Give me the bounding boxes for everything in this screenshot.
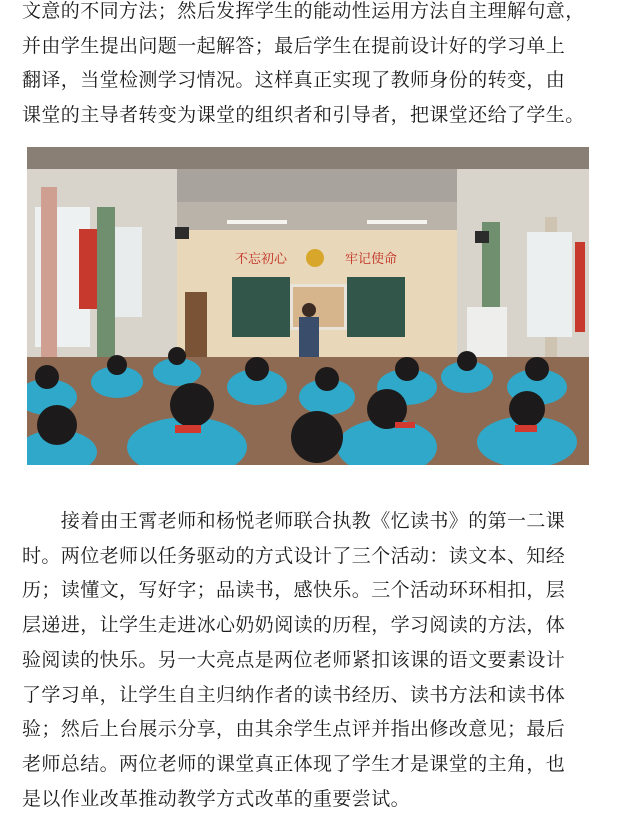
text-line: 文意的不同方法；然后发挥学生的能动性运用方法自主理解句意， [22,0,585,22]
classroom-photo [27,147,589,465]
slogan-left: 不忘初心 [235,252,288,267]
paragraph-lesson [22,504,612,816]
text-line: 课堂的主导者转变为课堂的组织者和引导者，把课堂还给了学生。 [22,104,585,127]
text-line: 时。两位老师以任务驱动的方式设计了三个活动：读文本、知经 [22,544,566,567]
text-line: 验阅读的快乐。另一大亮点是两位老师紧扣该课的语文要素设计 [22,648,566,671]
text-line: 层递进，让学生走进冰心奶奶阅读的历程，学习阅读的方法，体 [22,614,566,637]
text-line: 接着由王霄老师和杨悦老师联合执教《忆读书》的第一二课 [22,510,566,532]
text-line: 了学习单，让学生自主归纳作者的读书经历、读书方法和读书体 [22,683,566,706]
text-line: 老师总结。两位老师的课堂真正体现了学生才是课堂的主角，也 [22,752,566,775]
text-line: 翻译，当堂检测学习情况。这样真正实现了教师身份的转变，由 [22,69,566,92]
text-line: 历；读懂文，写好字；品读书，感快乐。三个活动环环相扣，层 [22,579,566,602]
paragraph-intro [22,0,612,133]
slogan-right: 牢记使命 [345,252,398,267]
text-line: 并由学生提出问题一起解答；最后学生在提前设计好的学习单上 [22,34,566,57]
text-line: 是以作业改革推动教学方式改革的重要尝试。 [22,787,411,810]
text-line: 验；然后上台展示分享，由其余学生点评并指出修改意见；最后 [22,718,566,741]
